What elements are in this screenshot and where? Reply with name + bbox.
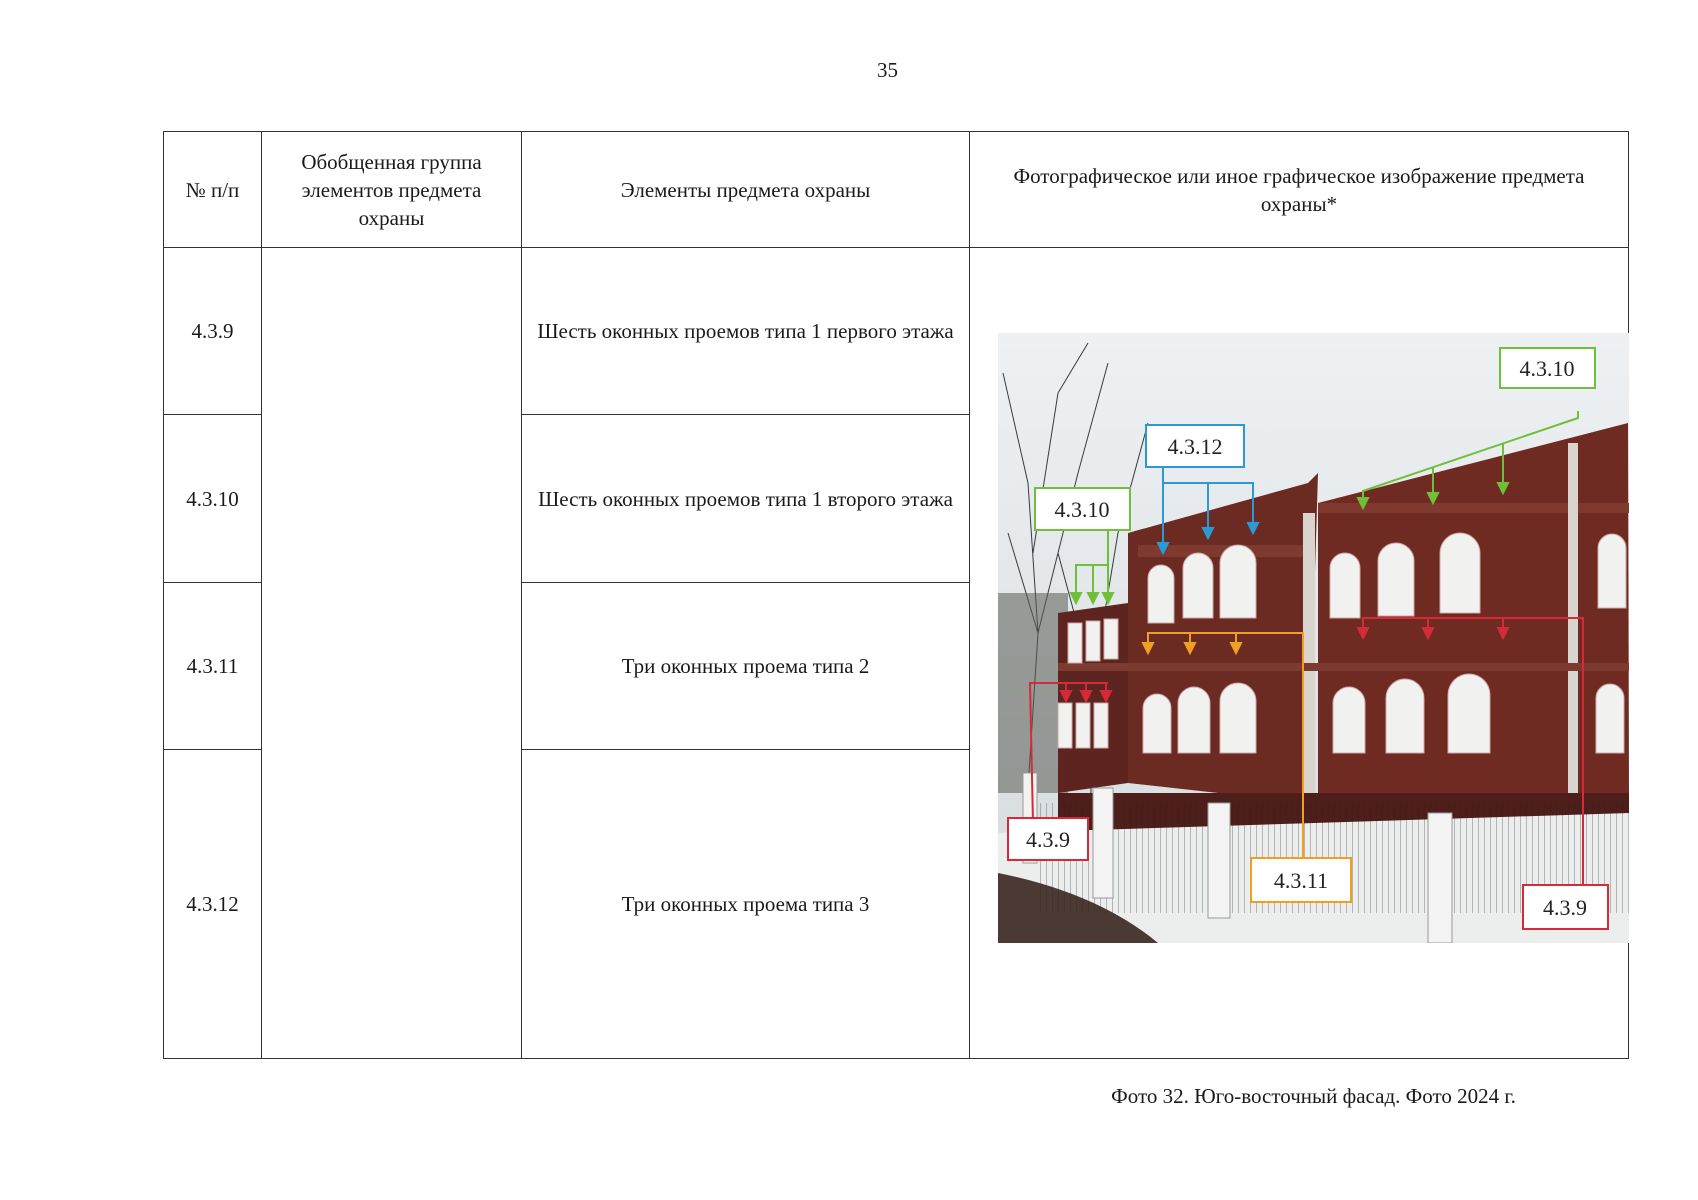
header-elements: Элементы предмета охраны	[522, 132, 970, 248]
label-4-3-11	[1251, 858, 1351, 902]
label-4-3-9-left	[1008, 818, 1088, 860]
svg-text:4.3.10: 4.3.10	[1054, 497, 1110, 522]
photo-cell	[970, 248, 1629, 1108]
table-row	[164, 248, 1629, 415]
label-4-3-10-right	[1500, 348, 1595, 388]
group-cell	[262, 248, 522, 1059]
header-photo: Фотографическое или иное графическое изображение предмета охраны*	[970, 132, 1629, 248]
photo-wrap	[984, 248, 1643, 1108]
label-4-3-9-right	[1523, 885, 1608, 929]
photo-caption: Фото 32. Юго-восточный фасад. Фото 2024 г.	[1111, 1084, 1516, 1108]
page-number: 35	[877, 58, 898, 82]
header-number: № п/п	[164, 132, 262, 248]
row-element: Три оконных проема типа 3	[522, 750, 970, 1059]
row-number: 4.3.12	[164, 750, 262, 1059]
row-number: 4.3.11	[164, 582, 262, 749]
svg-text:4.3.9: 4.3.9	[1026, 827, 1070, 852]
row-element: Шесть оконных проемов типа 1 второго этажа	[522, 415, 970, 582]
row-number: 4.3.9	[164, 248, 262, 415]
heritage-table	[163, 131, 1629, 1108]
label-4-3-12	[1146, 425, 1244, 467]
facade-photo	[998, 333, 1629, 943]
label-4-3-10-left	[1035, 488, 1130, 530]
table-header-row	[164, 132, 1629, 248]
svg-text:4.3.9: 4.3.9	[1543, 895, 1587, 920]
svg-text:4.3.11: 4.3.11	[1273, 868, 1329, 893]
svg-text:4.3.10: 4.3.10	[1519, 356, 1575, 381]
row-number: 4.3.10	[164, 415, 262, 582]
svg-text:4.3.12: 4.3.12	[1167, 434, 1223, 459]
header-group: Обобщенная группа элементов предмета охраны	[262, 132, 522, 248]
row-element: Три оконных проема типа 2	[522, 582, 970, 749]
row-element: Шесть оконных проемов типа 1 первого этажа	[522, 248, 970, 415]
